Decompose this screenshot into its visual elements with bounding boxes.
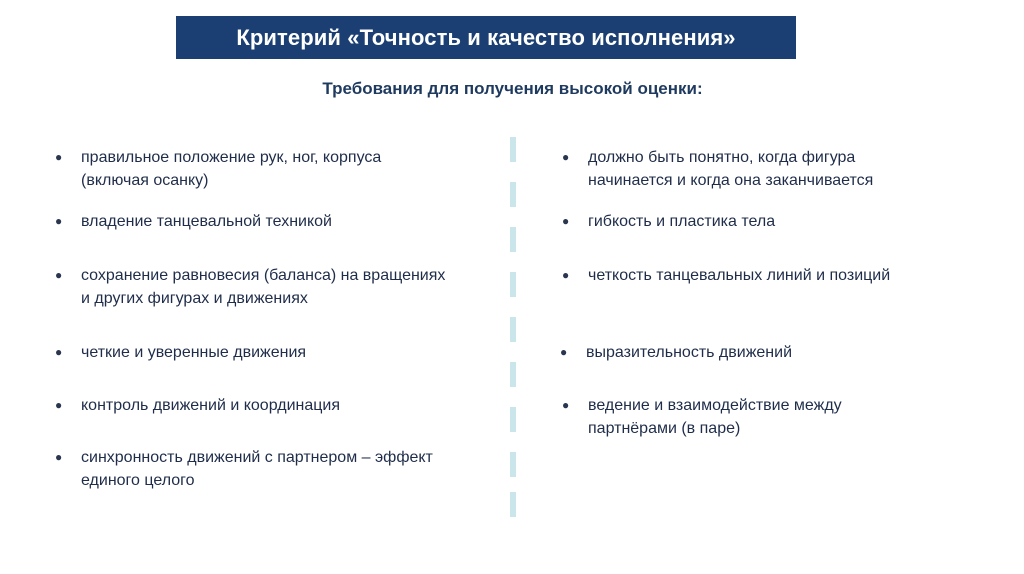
bullet-icon: ●	[55, 214, 63, 228]
right-list-item	[562, 210, 775, 233]
divider-dash	[510, 362, 516, 387]
left-list-item	[55, 394, 340, 417]
left-list-item	[55, 146, 381, 192]
title-banner	[176, 16, 796, 59]
right-list-item	[562, 264, 890, 287]
left-list-item	[55, 264, 445, 310]
list-item-text: контроль движений и координация	[81, 397, 340, 414]
divider-dash	[510, 272, 516, 297]
divider-dash	[510, 317, 516, 342]
list-item-text: должно быть понятно, когда фигура начинается и когда она заканчивается	[588, 149, 874, 189]
bullet-icon: ●	[562, 398, 570, 412]
list-item-text: четкость танцевальных линий и позиций	[588, 267, 891, 284]
bullet-icon: ●	[55, 450, 63, 464]
divider-dash	[510, 182, 516, 207]
page-title: Критерий «Точность и качество исполнения»	[236, 24, 736, 50]
right-list-item	[562, 394, 842, 440]
left-list-item	[55, 210, 332, 233]
bullet-icon: ●	[560, 345, 568, 359]
bullet-icon: ●	[562, 150, 570, 164]
divider-dash	[510, 137, 516, 162]
list-item-text: гибкость и пластика тела	[588, 213, 776, 230]
column-divider	[510, 137, 518, 517]
bullet-icon: ●	[55, 150, 63, 164]
list-item-text: сохранение равновесия (баланса) на вращениях и других фигурах и движениях	[81, 267, 446, 307]
bullet-icon: ●	[562, 268, 570, 282]
list-item-text: владение танцевальной техникой	[81, 213, 332, 230]
divider-dash	[510, 407, 516, 432]
left-list-item	[55, 446, 433, 492]
bullet-icon: ●	[562, 214, 570, 228]
bullet-icon: ●	[55, 398, 63, 412]
divider-dash	[510, 227, 516, 252]
list-item-text: выразительность движений	[586, 344, 793, 361]
divider-dash	[510, 492, 516, 517]
right-list-item	[560, 341, 792, 364]
subtitle: Требования для получения высокой оценки:	[322, 79, 703, 98]
list-item-text: ведение и взаимодействие между партнёрами (в паре)	[588, 397, 842, 437]
list-item-text: четкие и уверенные движения	[81, 344, 307, 361]
list-item-text: правильное положение рук, ног, корпуса (включая осанку)	[81, 149, 382, 189]
divider-dash	[510, 452, 516, 477]
list-item-text: синхронность движений с партнером – эффект единого целого	[81, 449, 433, 489]
bullet-icon: ●	[55, 345, 63, 359]
right-list-item	[562, 146, 873, 192]
left-list-item	[55, 341, 306, 364]
bullet-icon: ●	[55, 268, 63, 282]
